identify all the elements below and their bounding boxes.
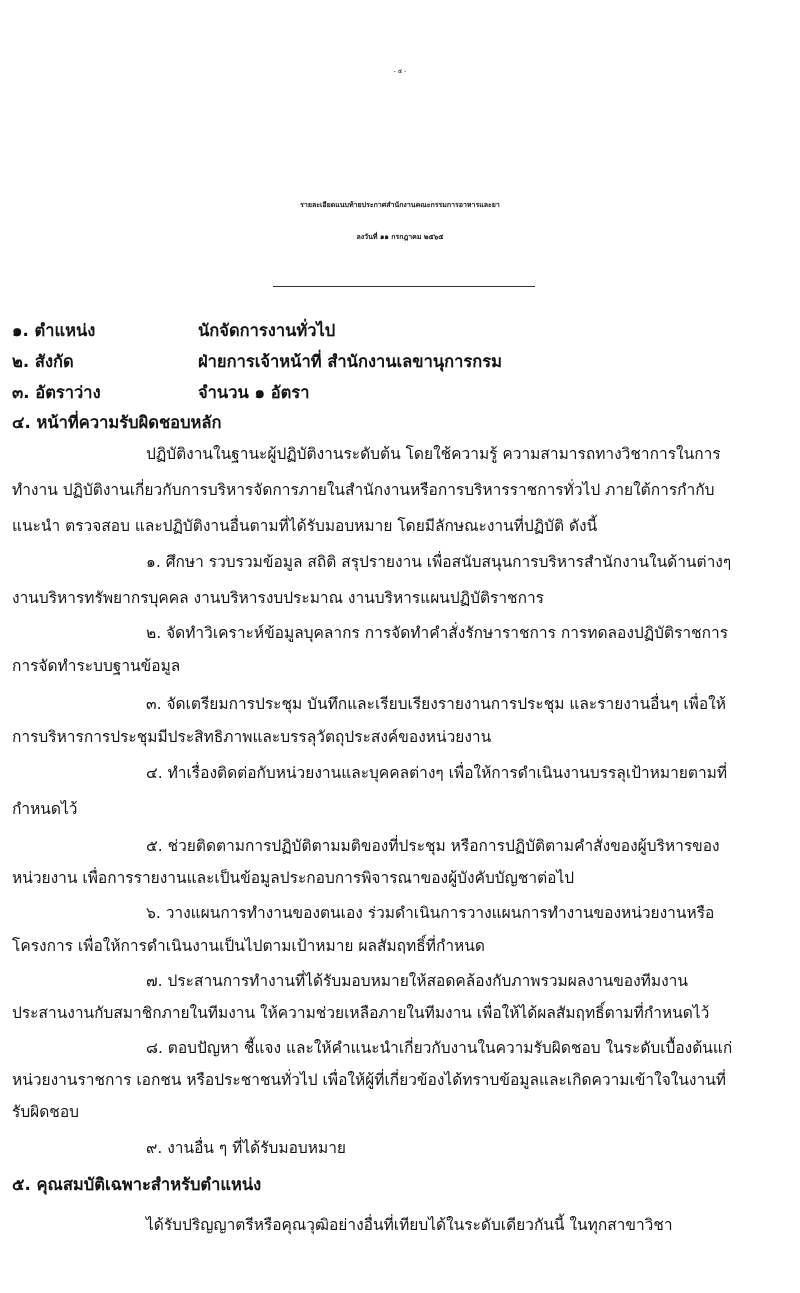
position-value: นักจัดการงานทั่วไป bbox=[198, 321, 336, 340]
duty-item-6-cont: โครงการ เพื่อให้การดำเนินงานเป็นไปตามเป้าหมาย ผลสัมฤทธิ์ที่กำหนด bbox=[12, 937, 485, 955]
intro-line: แนะนำ ตรวจสอบ และปฏิบัติงานอื่นตามที่ได้รับมอบหมาย โดยมีลักษณะงานที่ปฏิบัติ ดังนี้ bbox=[12, 517, 598, 535]
department-label: ๒. สังกัด bbox=[12, 352, 74, 371]
duty-item-4-cont: กำหนดไว้ bbox=[12, 800, 78, 818]
vacancy-label: ๓. อัตราว่าง bbox=[12, 383, 101, 402]
duty-item-4: ๔. ทำเรื่องติดต่อกับหน่วยงานและบุคคลต่างๆ เพื่อให้การดำเนินงานบรรลุเป้าหมายตามที่ bbox=[146, 764, 728, 782]
duty-item-3: ๓. จัดเตรียมการประชุม บันทึกและเรียบเรียงรายงานการประชุม และรายงานอื่นๆ เพื่อให้ bbox=[146, 695, 726, 713]
section-5-heading: ๕. คุณสมบัติเฉพาะสำหรับตำแหน่ง bbox=[12, 1175, 262, 1194]
position-label: ๑. ตำแหน่ง bbox=[12, 321, 96, 340]
duty-item-5-cont: หน่วยงาน เพื่อการรายงานและเป็นข้อมูลประกอบการพิจารณาของผู้บังคับบัญชาต่อไป bbox=[12, 869, 575, 887]
duty-item-3-cont: การบริหารการประชุมมีประสิทธิภาพและบรรลุวัตถุประสงค์ของหน่วยงาน bbox=[12, 728, 492, 746]
section-4-heading: ๔. หน้าที่ความรับผิดชอบหลัก bbox=[12, 413, 222, 432]
duty-item-9: ๙. งานอื่น ๆ ที่ได้รับมอบหมาย bbox=[146, 1139, 346, 1157]
duty-item-2-cont: การจัดทำระบบฐานข้อมูล bbox=[12, 657, 181, 675]
duty-item-1-cont: งานบริหารทรัพยากรบุคคล งานบริหารงบประมาณ งานบริหารแผนปฏิบัติราชการ bbox=[12, 589, 544, 607]
intro-line: ปฏิบัติงานในฐานะผู้ปฏิบัติงานระดับต้น โดยใช้ความรู้ ความสามารถทางวิชาการในการ bbox=[146, 445, 721, 463]
duty-item-5: ๕. ช่วยติดตามการปฏิบัติตามมติของที่ประชุม หรือการปฏิบัติตามคำสั่งของผู้บริหารของ bbox=[146, 837, 720, 855]
duty-item-7-cont: ประสานงานกับสมาชิกภายในทีมงาน ให้ความช่วยเหลือภายในทีมงาน เพื่อให้ได้ผลสัมฤทธิ์ตามที่กำหนดไว้ bbox=[12, 1004, 710, 1022]
duty-item-2: ๒. จัดทำวิเคราะห์ข้อมูลบุคลากร การจัดทำคำสั่งรักษาราชการ การทดลองปฏิบัติราชการ bbox=[146, 624, 729, 642]
duty-item-6: ๖. วางแผนการทำงานของตนเอง ร่วมดำเนินการวางแผนการทำงานของหน่วยงานหรือ bbox=[146, 904, 715, 922]
page-number: - ๕ - bbox=[393, 68, 407, 75]
document-date: ลงวันที่ ๑๑ กรกฎาคม ๒๕๖๕ bbox=[356, 233, 444, 241]
duty-item-1: ๑. ศึกษา รวบรวมข้อมูล สถิติ สรุปรายงาน เพื่อสนับสนุนการบริหารสำนักงานในด้านต่างๆ bbox=[146, 553, 732, 571]
vacancy-value: จำนวน ๑ อัตรา bbox=[198, 383, 310, 402]
duty-item-8: ๘. ตอบปัญหา ชี้แจง และให้คำแนะนำเกี่ยวกับงานในความรับผิดชอบ ในระดับเบื้องต้นแก่ bbox=[146, 1039, 733, 1057]
duty-item-7: ๗. ประสานการทำงานที่ได้รับมอบหมายให้สอดคล้องกับภาพรวมผลงานของทีมงาน bbox=[146, 972, 688, 990]
intro-line: ทำงาน ปฏิบัติงานเกี่ยวกับการบริหารจัดการภายในสำนักงานหรือการบริหารราชการทั่วไป ภายใต้การกำกับ bbox=[12, 481, 715, 499]
duty-item-8-cont: หน่วยงานราชการ เอกชน หรือประชาชนทั่วไป เพื่อให้ผู้ที่เกี่ยวข้องได้ทราบข้อมูลและเกิดความเข้าใจในงานที่ bbox=[12, 1071, 727, 1089]
duty-item-8-cont: รับผิดชอบ bbox=[12, 1103, 79, 1121]
department-value: ฝ่ายการเจ้าหน้าที่ สำนักงานเลขานุการกรม bbox=[198, 352, 502, 371]
title-divider bbox=[273, 286, 535, 287]
document-title: รายละเอียดแนบท้ายประกาศสำนักงานคณะกรรมการอาหารและยา bbox=[300, 201, 500, 209]
qualification-text: ได้รับปริญญาตรีหรือคุณวุฒิอย่างอื่นที่เทียบได้ในระดับเดียวกันนี้ ในทุกสาขาวิชา bbox=[146, 1216, 673, 1234]
